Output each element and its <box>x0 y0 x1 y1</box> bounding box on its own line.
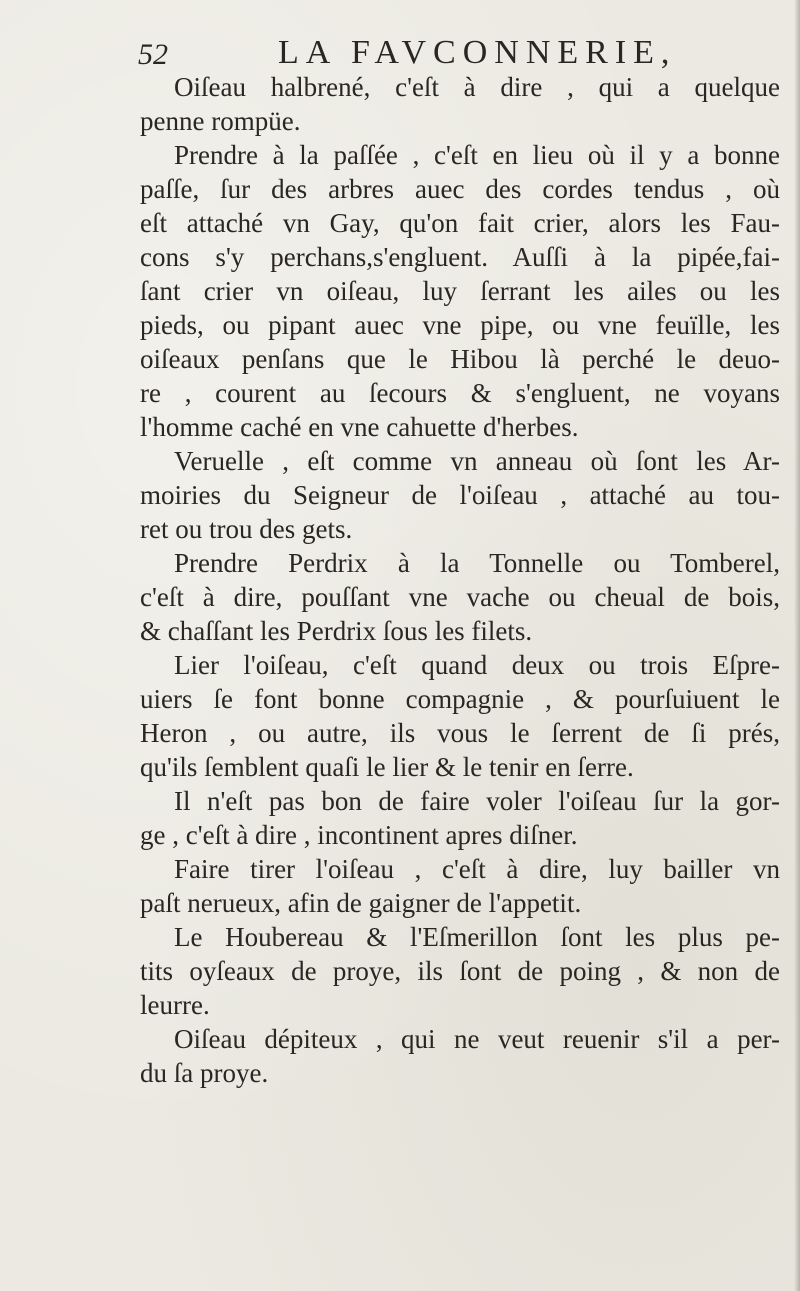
page-edge-shadow <box>794 0 800 1291</box>
text-line: & chaſſant les Perdrix ſous les filets. <box>140 616 533 646</box>
text-line: pieds, ou pipant auec vne pipe, ou vne feuïlle, les <box>140 310 780 340</box>
page-header <box>138 26 718 71</box>
page-number: 52 <box>138 38 168 71</box>
text-line: eſt attaché vn Gay, qu'on fait crier, alors les Fau- <box>140 208 780 238</box>
text-line: Prendre à la paſſée , c'eſt en lieu où il y a bonne <box>174 140 780 170</box>
text-line: du ſa proye. <box>140 1058 269 1088</box>
text-line: qu'ils ſemblent quaſi le lier & le tenir en ſerre. <box>140 752 634 782</box>
text-line: uiers ſe font bonne compagnie , & pourſuiuent le <box>140 684 780 714</box>
running-title: LA FAVCONNERIE, <box>278 34 677 71</box>
text-line: l'homme caché en vne cahuette d'herbes. <box>140 412 579 442</box>
text-line: cons s'y perchans,s'engluent. Auſſi à la pipée,fai- <box>140 242 780 272</box>
text-line: Prendre Perdrix à la Tonnelle ou Tomberel, <box>174 548 780 578</box>
text-line: paſſe, ſur des arbres auec des cordes tendus , où <box>140 174 780 204</box>
text-line: ge , c'eſt à dire , incontinent apres diſner. <box>140 820 578 850</box>
text-line: Heron , ou autre, ils vous le ſerrent de ſi prés, <box>140 718 780 748</box>
text-line: oiſeaux penſans que le Hibou là perché le deuo- <box>140 344 780 374</box>
text-line: Veruelle , eſt comme vn anneau où ſont les Ar- <box>174 446 780 476</box>
text-line: Il n'eſt pas bon de faire voler l'oiſeau ſur la gor- <box>174 786 780 816</box>
text-line: ret ou trou des gets. <box>140 514 353 544</box>
text-line: moiries du Seigneur de l'oiſeau , attaché au tou- <box>140 480 780 510</box>
text-line: Oiſeau halbrené, c'eſt à dire , qui a quelque <box>174 72 780 102</box>
text-line: tits oyſeaux de proye, ils ſont de poing , & non de <box>140 956 780 986</box>
body-text <box>140 70 780 1090</box>
text-line: leurre. <box>140 990 210 1020</box>
text-line: penne rompüe. <box>140 106 301 136</box>
text-line: c'eſt à dire, pouſſant vne vache ou cheual de bois, <box>140 582 780 612</box>
text-line: re , courent au ſecours & s'engluent, ne voyans <box>140 378 780 408</box>
text-line: Le Houbereau & l'Eſmerillon ſont les plus pe- <box>174 922 780 952</box>
text-line: Oiſeau dépiteux , qui ne veut reuenir s'il a per- <box>174 1024 780 1054</box>
text-line: Faire tirer l'oiſeau , c'eſt à dire, luy bailler vn <box>174 854 780 884</box>
text-line: paſt nerueux, afin de gaigner de l'appetit. <box>140 888 582 918</box>
text-line: Lier l'oiſeau, c'eſt quand deux ou trois Eſpre- <box>174 650 780 680</box>
text-line: ſant crier vn oiſeau, luy ſerrant les ailes ou les <box>140 276 780 306</box>
